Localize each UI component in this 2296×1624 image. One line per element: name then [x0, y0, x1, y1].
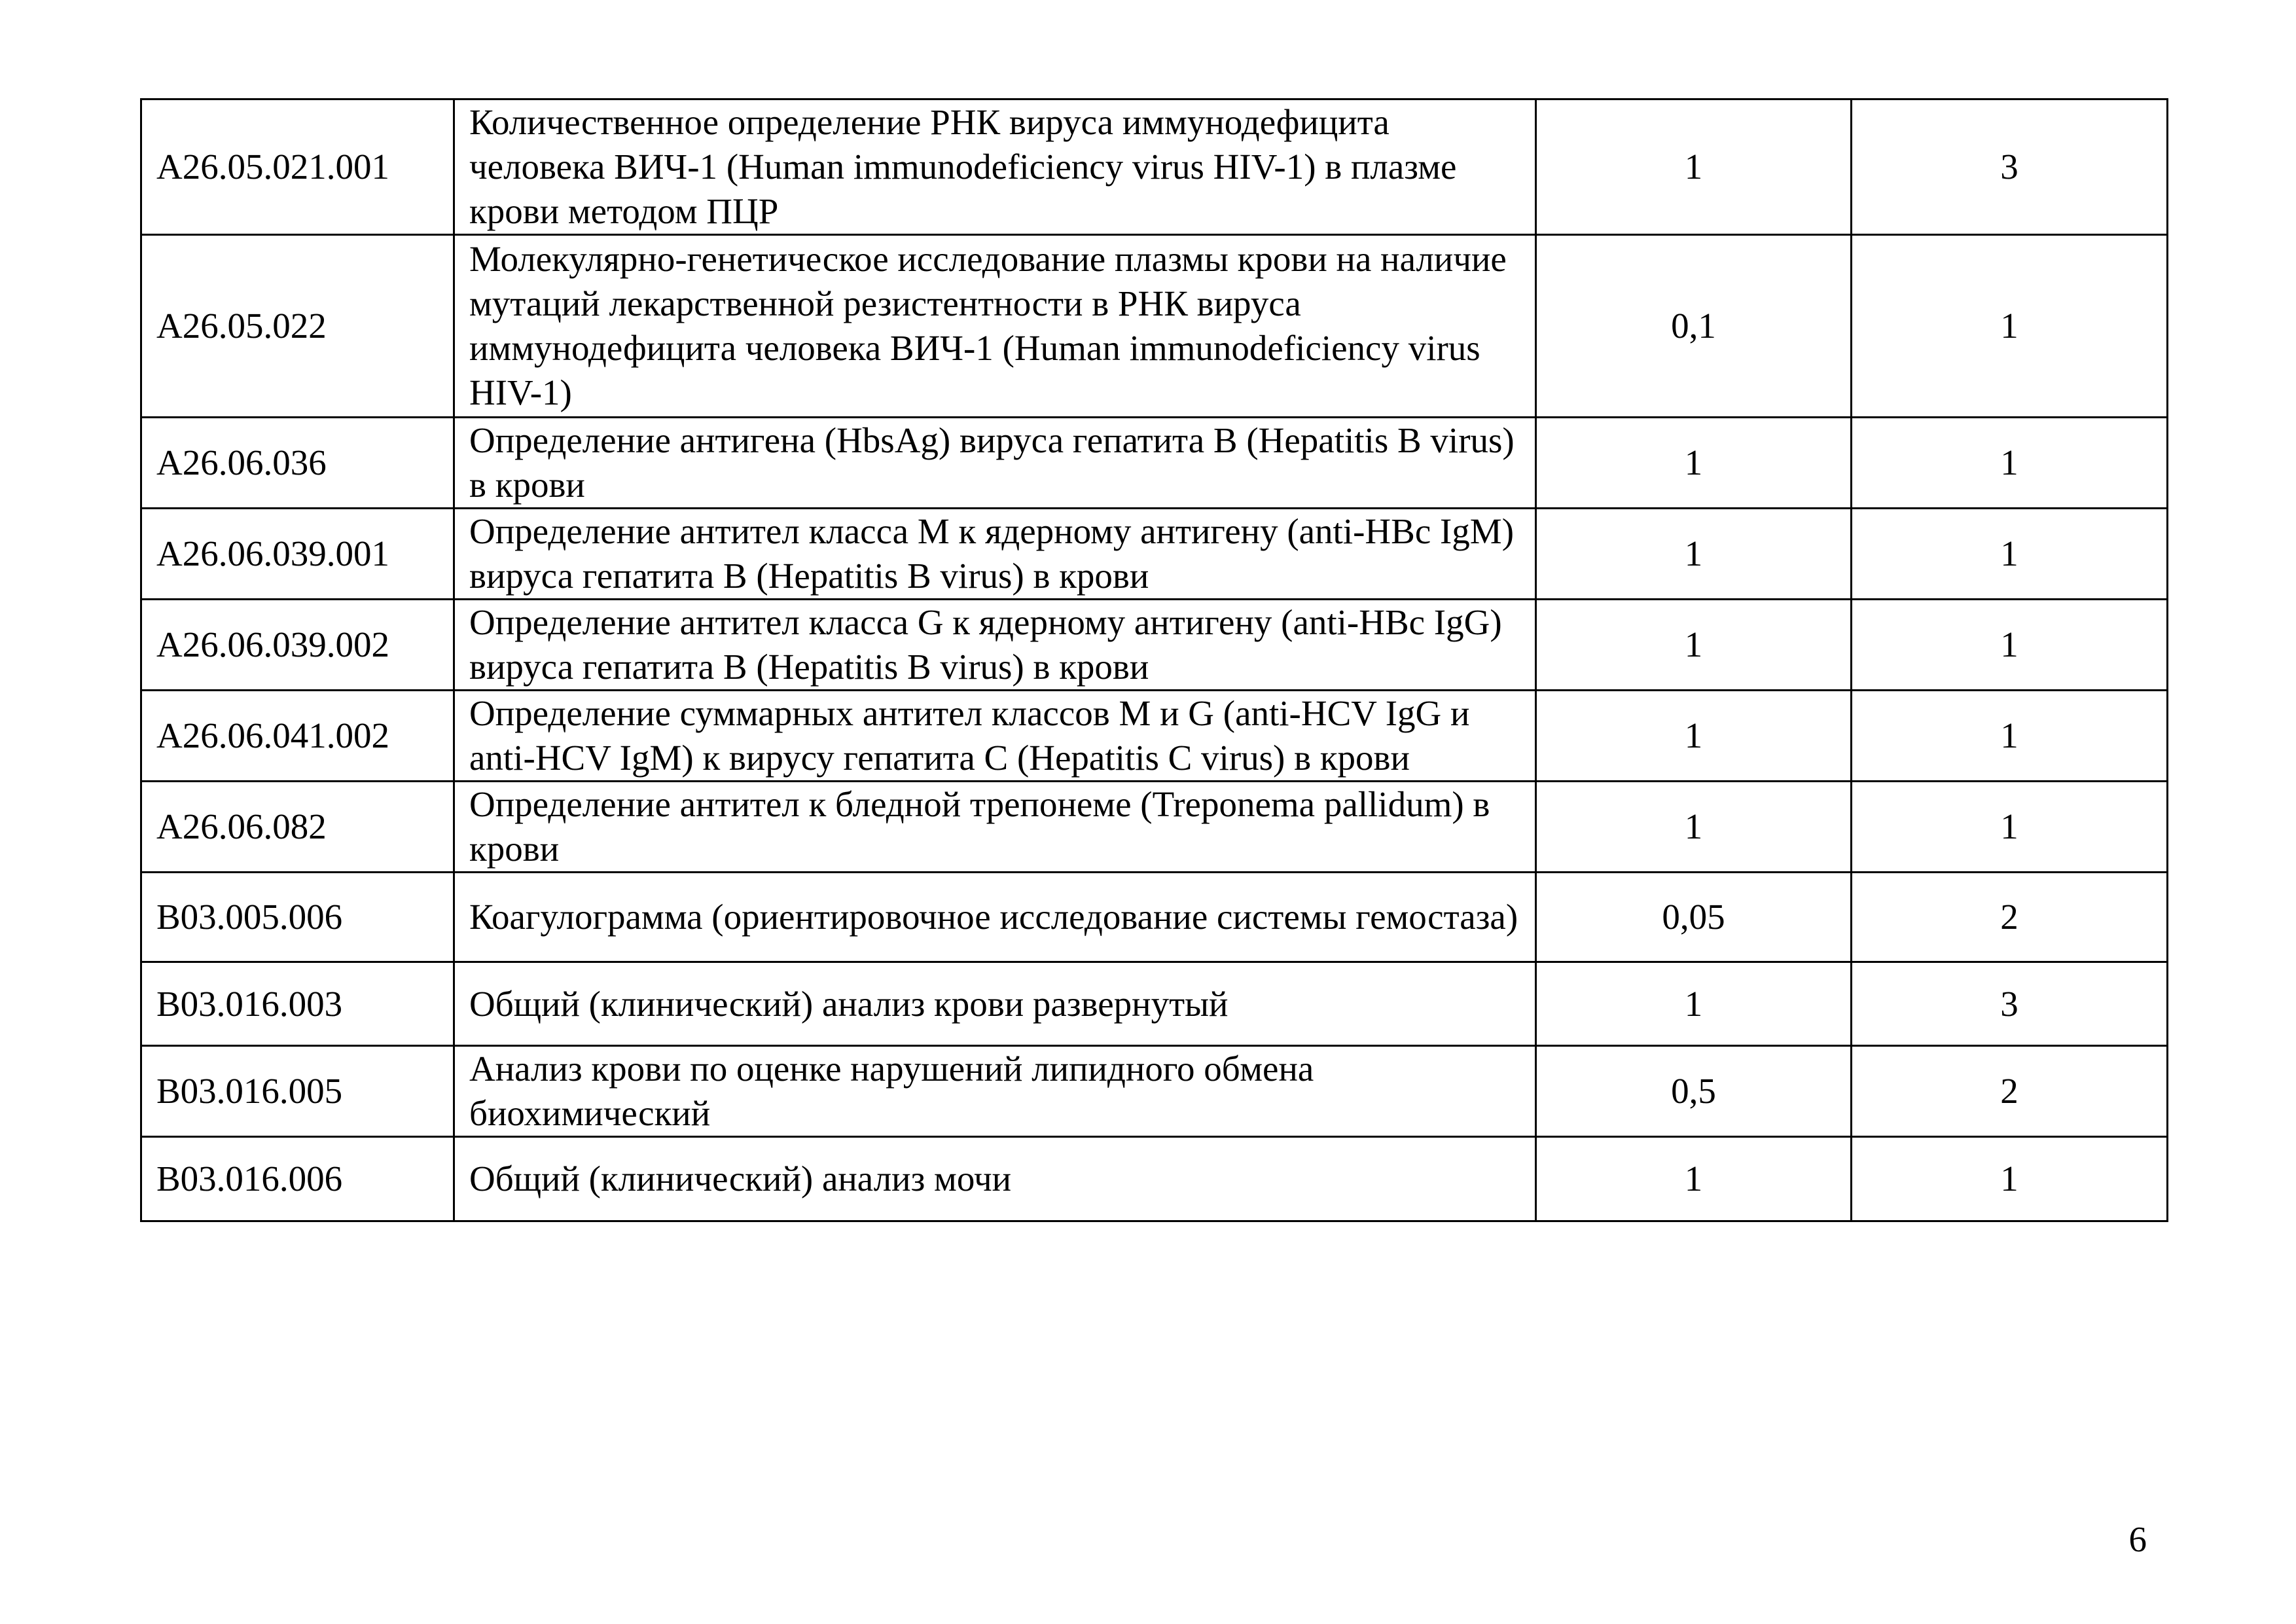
multiplicity-value: 1 [1852, 691, 2168, 782]
table-row [141, 418, 2168, 509]
services-table [140, 98, 2168, 1222]
frequency-value: 1 [1536, 509, 1852, 600]
service-name: Молекулярно-генетическое исследование плазмы крови на наличие мутаций лекарственной резистентности в РНК вируса иммунодефицита человека ВИЧ-1 (Human immunodeficiency virus HIV-1) [454, 235, 1536, 418]
service-code: A26.06.036 [141, 418, 454, 509]
multiplicity-value: 3 [1852, 99, 2168, 235]
service-name: Определение суммарных антител классов M и G (anti-HCV IgG и anti-HCV IgM) к вирусу гепатита C (Hepatitis C virus) в крови [454, 691, 1536, 782]
multiplicity-value: 1 [1852, 418, 2168, 509]
table-row [141, 509, 2168, 600]
frequency-value: 1 [1536, 962, 1852, 1046]
service-name: Общий (клинический) анализ мочи [454, 1137, 1536, 1221]
service-name: Коагулограмма (ориентировочное исследование системы гемостаза) [454, 873, 1536, 962]
frequency-value: 0,05 [1536, 873, 1852, 962]
frequency-value: 1 [1536, 99, 1852, 235]
service-code: A26.06.082 [141, 782, 454, 873]
multiplicity-value: 2 [1852, 1046, 2168, 1137]
service-code: B03.016.003 [141, 962, 454, 1046]
table-row [141, 1046, 2168, 1137]
service-code: B03.016.005 [141, 1046, 454, 1137]
table-row [141, 235, 2168, 418]
frequency-value: 1 [1536, 1137, 1852, 1221]
frequency-value: 0,1 [1536, 235, 1852, 418]
service-name: Общий (клинический) анализ крови развернутый [454, 962, 1536, 1046]
service-name: Количественное определение РНК вируса иммунодефицита человека ВИЧ-1 (Human immunodeficiency virus HIV-1) в плазме крови методом ПЦР [454, 99, 1536, 235]
table-row [141, 600, 2168, 691]
service-name: Определение антител класса G к ядерному антигену (anti-HBc IgG) вируса гепатита B (Hepatitis B virus) в крови [454, 600, 1536, 691]
service-name: Анализ крови по оценке нарушений липидного обмена биохимический [454, 1046, 1536, 1137]
frequency-value: 1 [1536, 418, 1852, 509]
multiplicity-value: 1 [1852, 1137, 2168, 1221]
multiplicity-value: 1 [1852, 235, 2168, 418]
service-code: A26.06.039.002 [141, 600, 454, 691]
multiplicity-value: 1 [1852, 782, 2168, 873]
table-row [141, 691, 2168, 782]
service-name: Определение антител класса M к ядерному антигену (anti-HBc IgM) вируса гепатита B (Hepatitis B virus) в крови [454, 509, 1536, 600]
frequency-value: 1 [1536, 782, 1852, 873]
service-name: Определение антител к бледной трепонеме (Treponema pallidum) в крови [454, 782, 1536, 873]
frequency-value: 1 [1536, 691, 1852, 782]
table-row [141, 99, 2168, 235]
service-code: A26.06.041.002 [141, 691, 454, 782]
table-row [141, 873, 2168, 962]
frequency-value: 1 [1536, 600, 1852, 691]
table-row [141, 782, 2168, 873]
service-code: B03.016.006 [141, 1137, 454, 1221]
multiplicity-value: 2 [1852, 873, 2168, 962]
multiplicity-value: 1 [1852, 600, 2168, 691]
table-row [141, 1137, 2168, 1221]
service-name: Определение антигена (HbsAg) вируса гепатита B (Hepatitis B virus) в крови [454, 418, 1536, 509]
frequency-value: 0,5 [1536, 1046, 1852, 1137]
service-code: A26.05.021.001 [141, 99, 454, 235]
table-row [141, 962, 2168, 1046]
multiplicity-value: 1 [1852, 509, 2168, 600]
service-code: A26.05.022 [141, 235, 454, 418]
page-number: 6 [2128, 1519, 2147, 1559]
service-code: B03.005.006 [141, 873, 454, 962]
multiplicity-value: 3 [1852, 962, 2168, 1046]
service-code: A26.06.039.001 [141, 509, 454, 600]
